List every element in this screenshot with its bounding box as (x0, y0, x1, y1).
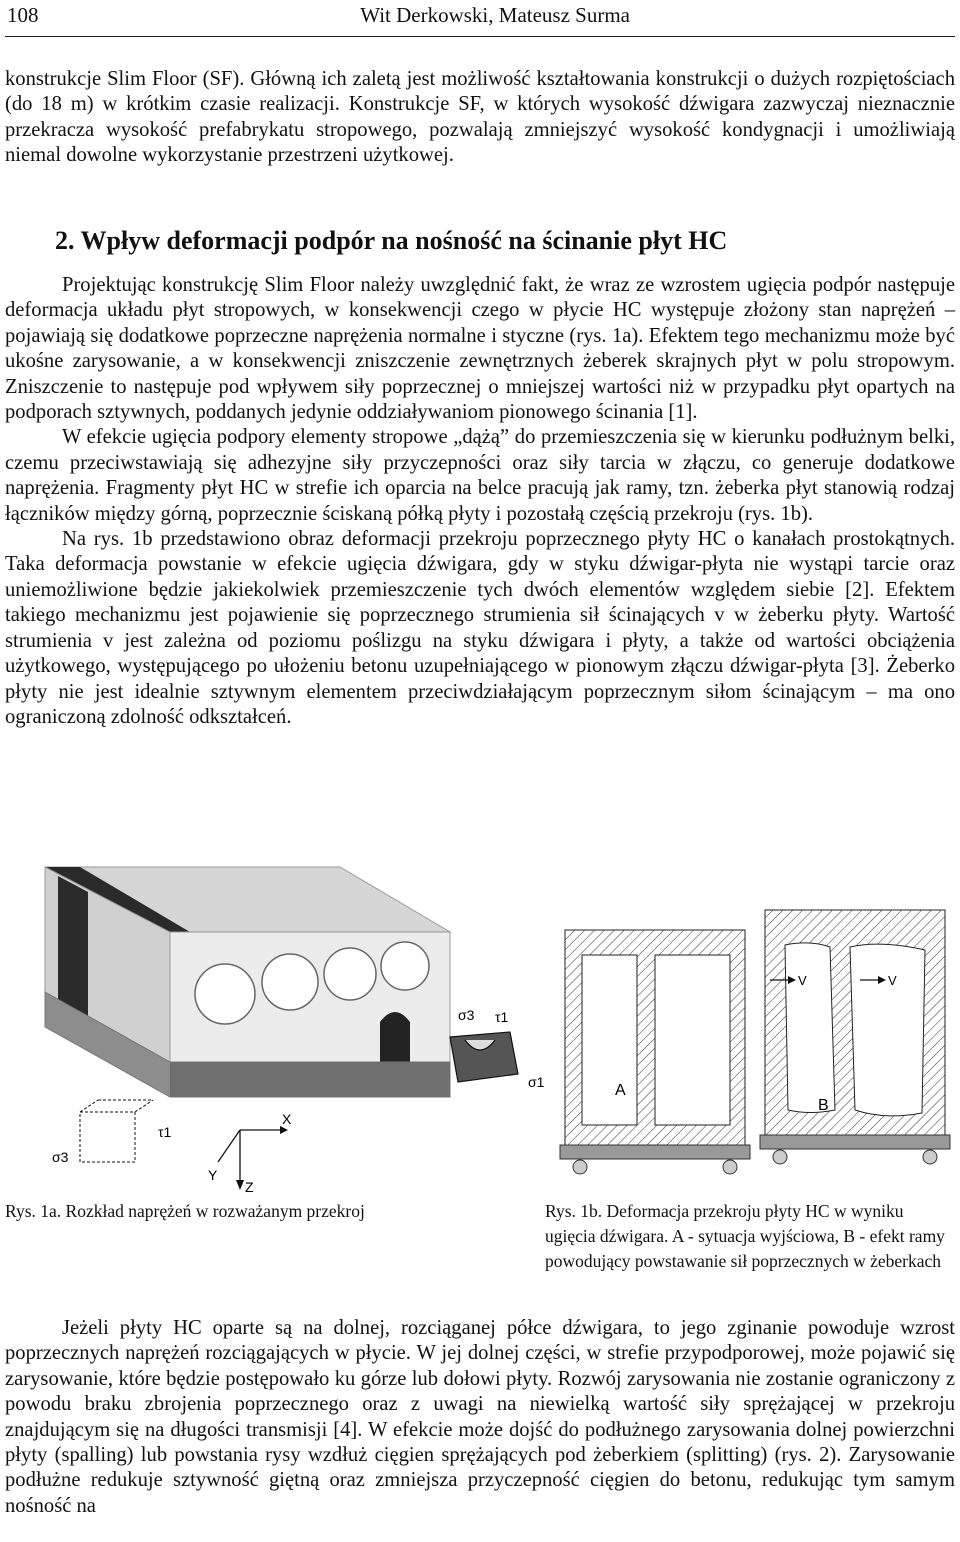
body-paragraph-3: Na rys. 1b przedstawiono obraz deformacji przekroju poprzecznego płyty HC o kanałach prostokątnych. Taka deformacja powstanie w efekcie ugięcia dźwigara, gdy w styku dźwigar-płyta nie wystąpi tarcie oraz uniemożliwione będzie jakiekolwiek przemieszczenie tych dwóch elementów względem siebie [2]. Efektem takiego mechanizmu jest pojawienie się poprzecznego strumienia sił ścinających v w żeberku płyty. Wartość strumienia v jest zależna od poziomu poślizgu na styku dźwigara i płyty, a także od wartości obciążenia użytkowego, występującego po ułożeniu betonu uzupełniającego w pionowym złączu dźwigar-płyta [3]. Żeberko płyty nie jest idealnie sztywnym elementem przeciwdziałającym poprzecznym siłom ścinającym – ma ono ograniczoną zdolność odkształceń. (5, 528, 955, 728)
axis-z-arrow-icon (236, 1180, 244, 1190)
body-paragraph-1: Projektując konstrukcję Slim Floor należy uwzględnić fakt, że wraz ze wzrostem ugięcia podpór następuje deformacja układu płyt stropowych, w konsekwencji czego w płycie HC występuje złożony stan naprężeń – pojawiają się dodatkowe poprzeczne naprężenia normalne i styczne (rys. 1a). Efektem tego mechanizmu może być ukośne zarysowanie, a w konsekwencji zniszczenie zewnętrznych żeberek skrajnych płyt w polu stropowym. Zniszczenie to następuje pod wpływem siły poprzecznej o mniejszej wartości niż w przypadku płyt opartych na podporach sztywnych, poddanych jedynie oddziaływaniom pionowego ścinania [1]. (5, 274, 955, 424)
intro-text (5, 67, 955, 169)
figure-1a-caption: Rys. 1a. Rozkład naprężeń w rozważanym przekroj (5, 1201, 365, 1221)
axis-z-label: Z (245, 1179, 254, 1195)
final-text (5, 1316, 955, 1519)
intro-paragraph: konstrukcje Slim Floor (SF). Główną ich zaletą jest możliwość kształtowania konstrukcji o dużych rozpiętościach (do 18 m) w krótkim czasie realizacji. Konstrukcje SF, w których wysokość dźwigara zazwyczaj nieznacznie przekracza wysokość prefabrykatu stropowego, pozwalają zmniejszyć wysokość kondygnacji i umożliwiają niemal dowolne wykorzystanie przestrzeni użytkowej. (5, 68, 955, 167)
page-number: 108 (7, 3, 39, 27)
page-header (5, 0, 955, 37)
label-sigma3: σ3 (458, 1007, 475, 1023)
force-label-2: V (888, 973, 897, 988)
axis-x-label: X (282, 1111, 292, 1127)
label-tau1-cube: τ1 (158, 1124, 172, 1140)
figure-1b-caption: Rys. 1b. Deformacja przekroju płyty HC w wyniku ugięcia dźwigara. A - sytuacja wyjściowa, B - efekt ramy powodujący powstawanie sił poprzecznych w żeberkach (545, 1201, 945, 1271)
section-heading: 2. Wpływ deformacji podpór na nośność na ścinanie płyt HC (55, 226, 728, 255)
figure-1a (40, 862, 545, 1197)
final-paragraph: Jeżeli płyty HC oparte są na dolnej, rozciąganej półce dźwigara, to jego zginanie powoduje wzrost poprzecznych naprężeń rozciągających w płycie. W jej dolnej części, w strefie przypodporowej, może pojawić się zarysowanie, które będzie postępowało ku górze lub dołowi płyty. Rozwój zarysowania nie zostanie ograniczony z powodu braku zbrojenia poprzecznego oraz z uwagi na niewielką wartość siły sprężającej w przekroju znajdującym się na długości transmisji [4]. W efekcie może dojść do podłużnego zarysowania dolnej powierzchni płyty (spalling) lub powstania rysy wzdłuż cięgien sprężających pod żeberkiem (splitting) (rys. 2). Zarysowanie podłużne redukuje sztywność giętną oraz zmniejsza przyczepność cięgien do betonu, redukując tym samym nośność na (5, 1317, 955, 1517)
label-a: A (615, 1082, 626, 1099)
label-b: B (818, 1097, 829, 1114)
axis-x-arrow-icon (280, 1126, 288, 1134)
label-tau1-top: τ1 (495, 1009, 509, 1025)
label-sigma3-cube: σ3 (52, 1149, 69, 1165)
running-title: Wit Derkowski, Mateusz Surma (360, 3, 630, 27)
force-label-1: V (798, 973, 807, 988)
axis-y-label: Y (208, 1167, 218, 1183)
body-paragraph-2: W efekcie ugięcia podpory elementy stropowe „dążą” do przemieszczenia się w kierunku podłużnym belki, czemu przeciwstawiają się adhezyjne siły przyczepności oraz siły tarcia w złączu, co generuje dodatkowe naprężenia. Fragmenty płyt HC w strefie ich oparcia na belce pracują jak ramy, tzn. żeberka płyt stanowią rodzaj łączników między górną, poprzecznie ściskaną półką płyty i pozostałą częścią przekroju (rys. 1b). (5, 426, 955, 525)
label-sigma1: σ1 (528, 1074, 545, 1090)
figure-1b (560, 905, 950, 1190)
section-body (5, 273, 955, 730)
